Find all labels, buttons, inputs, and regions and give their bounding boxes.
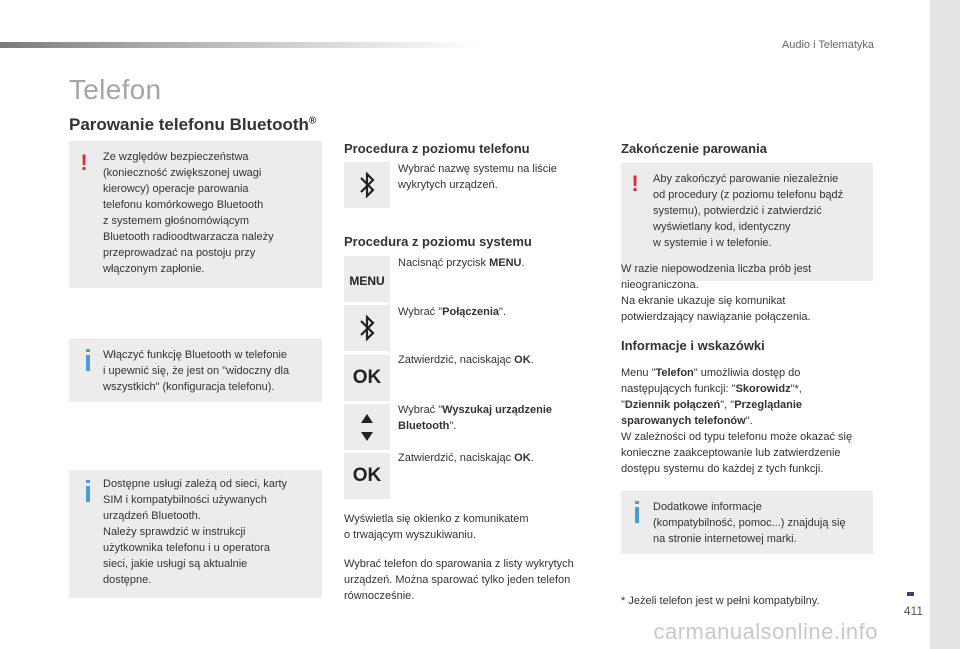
system-procedure-heading: Procedura z poziomu systemu <box>344 234 532 249</box>
services-info-box <box>69 470 322 598</box>
up-arrow-icon <box>361 414 373 423</box>
footnote: * Jeżeli telefon jest w pełni kompatybilny. <box>621 595 820 607</box>
finish-warning-text: Aby zakończyć parowanie niezależnie od procedury (z poziomu telefonu bądź systemu), potwierdzić i zatwierdzić wyświetlany kod, identyczny w systemie i w telefonie. <box>653 173 844 249</box>
ok-button-icon: OK <box>352 465 382 486</box>
additional-info-box <box>621 491 873 554</box>
select-phone-paragraph: Wybrać telefon do sparowania z listy wykrytych urządzeń. Można sparować tylko jeden telefon równocześnie. <box>344 558 574 602</box>
safety-warning-box <box>69 141 322 288</box>
failure-paragraph: W razie niepowodzenia liczba prób jest nieograniczona. Na ekranie ukazuje się komunikat potwierdzający nawiązanie połączenia. <box>621 263 812 323</box>
services-info-text: Dostępne usługi zależą od sieci, karty SIM i kompatybilności używanych urządzeń Bluetooth. Należy sprawdzić w instrukcji użytkownika telefonu i u operatora sieci, jakie usługi są aktualnie dostępne. <box>103 478 288 586</box>
watermark: carmanualsonline.info <box>653 619 878 644</box>
page-edge-strip <box>930 0 960 649</box>
bluetooth-icon <box>358 313 376 343</box>
step-4-text: Wybrać "Wyszukaj urządzenie Bluetooth". <box>398 404 552 432</box>
page-marker <box>907 592 914 596</box>
safety-warning-text: Ze względów bezpieczeństwa (konieczność zwiększonej uwagi kierowcy) operacje parowania telefonu komórkowego Bluetooth z systemem głośnomówiącym Bluetooth radioodtwarzacza należy przeprowadzać na postoju przy włączonym zapłonie. <box>103 151 274 275</box>
section-title: Audio i Telematyka <box>781 39 874 51</box>
warning-icon: ! <box>631 171 639 196</box>
bluetooth-info-box <box>69 339 322 402</box>
bluetooth-icon <box>358 170 376 200</box>
phone-step-text: Wybrać nazwę systemu na liście wykrytych urządzeń. <box>398 163 557 191</box>
ok-button-icon: OK <box>352 367 382 388</box>
bluetooth-info-text: Włączyć funkcję Bluetooth w telefonie i upewnić się, że jest on "widoczny dla wszystkich" (konfiguracja telefonu). <box>103 349 290 393</box>
additional-info-text: Dodatkowe informacje (kompatybilność, pomoc...) znajdują się na stronie internetowej marki. <box>653 501 846 545</box>
main-heading: Parowanie telefonu Bluetooth® <box>69 115 317 134</box>
phone-procedure-heading: Procedura z poziomu telefonu <box>344 141 530 156</box>
info-icon <box>635 507 639 523</box>
step-2-text: Wybrać "Połączenia". <box>398 306 506 318</box>
info-tips-heading: Informacje i wskazówki <box>621 338 765 353</box>
finish-pairing-heading: Zakończenie parowania <box>621 141 767 156</box>
menu-step-icon <box>344 256 390 302</box>
menu-button-icon: MENU <box>349 274 385 288</box>
down-arrow-icon <box>361 432 373 441</box>
ok-step-icon <box>344 453 390 499</box>
info-icon <box>86 355 90 371</box>
step-3-text: Zatwierdzić, naciskając OK. <box>398 354 534 366</box>
bluetooth-step-icon <box>344 305 390 351</box>
info-icon <box>86 486 90 502</box>
step-1-text: Nacisnąć przycisk MENU. <box>398 257 525 269</box>
arrows-step-icon <box>344 404 390 450</box>
header-decor-bar <box>0 42 480 48</box>
ok-step-icon <box>344 355 390 401</box>
page-number: 411 <box>903 604 923 618</box>
warning-icon: ! <box>80 150 88 175</box>
step-5-text: Zatwierdzić, naciskając OK. <box>398 452 534 464</box>
bluetooth-step-icon <box>344 162 390 208</box>
phone-menu-paragraph: Menu "Telefon" umożliwia dostęp do następujących funkcji: "Skorowidz"*, "Dziennik połączeń", "Przeglądanie sparowanych telefonów". W zależności od typu telefonu może okazać się konieczne zaakceptowanie lub zatwierdzenie dostępu systemu do każdej z tych funkcji. <box>621 367 853 475</box>
search-message-paragraph: Wyświetla się okienko z komunikatem o trwającym wyszukiwaniu. <box>344 513 529 541</box>
page-title: Telefon <box>69 74 162 105</box>
